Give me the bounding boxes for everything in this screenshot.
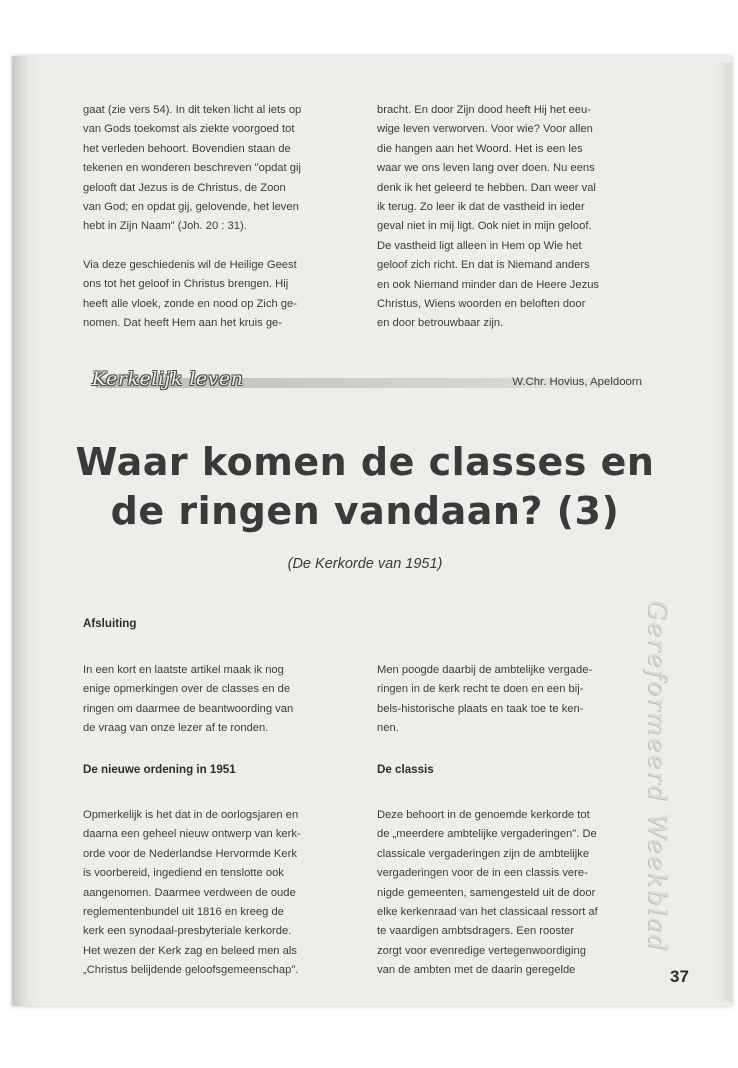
text-line: van God; en opdat gij, gelovende, het leven [83, 201, 299, 214]
text-line: waar we ons leven lang over doen. Nu eens [377, 162, 595, 175]
text-line: Christus, Wiens woorden en beloften door [377, 298, 586, 311]
text-line: hebt in Zijn Naam" (Joh. 20 : 31). [83, 220, 247, 233]
text-line: van Gods toekomst als ziekte voorgoed tot [83, 123, 295, 136]
text-line: denk ik het geleerd te hebben. Dan weer val [377, 181, 596, 194]
article-subtitle: (De Kerkorde van 1951) [287, 556, 443, 572]
text-line: nen. [377, 722, 399, 735]
text-line: geval niet in mij ligt. Ook niet in mijn geloof. [377, 220, 592, 233]
text-line: Men poogde daarbij de ambtelijke vergade- [377, 664, 593, 676]
text-line: Deze behoort in de genoemde kerkorde tot [377, 809, 590, 821]
magazine-ribbon [643, 600, 712, 953]
text-line: Opmerkelijk is het dat in de oorlogsjaren en [83, 809, 299, 821]
text-line: tekenen en wonderen beschreven "opdat gij [83, 162, 301, 175]
text-line: heeft alle vloek, zonde en nood op Zich ge- [83, 297, 297, 310]
text-line: geloof zich richt. En dat is Niemand anders [377, 259, 590, 272]
page-number: 37 [670, 967, 689, 986]
text-line: en door betrouwbaar zijn. [377, 317, 504, 330]
top-right-column [377, 101, 644, 334]
text-line: orde voor de Nederlandse Hervormde Kerk [83, 847, 297, 860]
page-binding [12, 56, 40, 1006]
heading-nieuwe-ordening: De nieuwe ordening in 1951 [83, 763, 236, 776]
afsluiting-left-column [83, 661, 350, 739]
text-line: gelooft dat Jezus is de Christus, de Zoon [83, 181, 286, 194]
article-title-line-2: de ringen vandaan? (3) [110, 489, 620, 533]
text-line: elke kerkenraad van het classicaal ressort af [377, 906, 598, 919]
section-label: Kerkelijk leven [92, 368, 244, 390]
text-line: het verleden behoort. Bovendien staan de [83, 142, 291, 155]
text-line: Via deze geschiedenis wil de Heilige Geest [83, 258, 297, 271]
heading-afsluiting: Afsluiting [83, 617, 137, 630]
heading-classis: De classis [377, 763, 434, 776]
text-line: ons tot het geloof in Christus brengen. Hij [83, 278, 289, 291]
text-line: bracht. En door Zijn dood heeft Hij het eeu- [377, 104, 591, 116]
text-line: Het wezen der Kerk zag en beleed men als [83, 944, 297, 957]
text-line: ringen om daarmee de beantwoording van [83, 702, 294, 715]
text-line: zorgt voor evenredige vertegenwoordiging [377, 944, 586, 957]
text-line: ik terug. Zo leer ik dat de vastheid in ieder [377, 201, 585, 214]
ribbon-text: Gereformeerd Weekblad [643, 600, 672, 953]
text-line: daarna een geheel nieuw ontwerp van kerk- [83, 828, 301, 841]
text-line: de „meerdere ambtelijke vergaderingen". De [377, 828, 597, 841]
text-line: ringen in de kerk recht te doen en een bij- [377, 683, 584, 696]
text-line: wige leven verworven. Voor wie? Voor allen [377, 123, 593, 136]
text-line: van de ambten met de daarin geregelde [377, 964, 576, 977]
text-line: nigde gemeenten, samengesteld uit de door [377, 886, 596, 899]
text-line: vergaderingen voor de in een classis vere- [377, 867, 588, 880]
text-line: reglementenbundel uit 1816 en kreeg de [83, 906, 284, 919]
page-edge [716, 62, 732, 1002]
text-line: aangenomen. Daarmee verdween de oude [83, 886, 296, 899]
text-line: enige opmerkingen over de classes en de [83, 683, 291, 696]
text-line: te vaardigen ambtsdragers. Een rooster [377, 925, 575, 938]
article-title-line-1: Waar komen de classes en [75, 440, 655, 484]
afsluiting-right-column [377, 661, 644, 739]
classis-right-column [377, 806, 644, 981]
text-line: De vastheid ligt alleen in Hem op Wie het [377, 239, 582, 252]
text-line: en ook Niemand minder dan de Heere Jezus [377, 278, 600, 291]
text-line: kerk een synodaal-presbyteriale kerkorde. [83, 925, 292, 938]
author-credit: W.Chr. Hovius, Apeldoorn [512, 376, 642, 388]
text-line: is voorbereid, ingediend en tenslotte ook [83, 867, 284, 880]
top-left-column [83, 101, 350, 333]
text-line: „Christus belijdende geloofsgemeenschap". [83, 964, 299, 977]
text-line: gaat (zie vers 54). In dit teken licht al iets op [83, 104, 302, 116]
text-line: bels-historische plaats en taak toe te ken- [377, 702, 584, 715]
ordening-left-column [83, 806, 350, 981]
text-line: de vraag van onze lezer af te ronden. [83, 722, 269, 735]
text-line: nomen. Dat heeft Hem aan het kruis ge- [83, 317, 282, 330]
text-line: die hangen aan het Woord. Het is een les [377, 142, 583, 155]
text-line: classicale vergaderingen zijn de ambtelijke [377, 847, 590, 860]
text-line: In een kort en laatste artikel maak ik nog [83, 664, 284, 676]
